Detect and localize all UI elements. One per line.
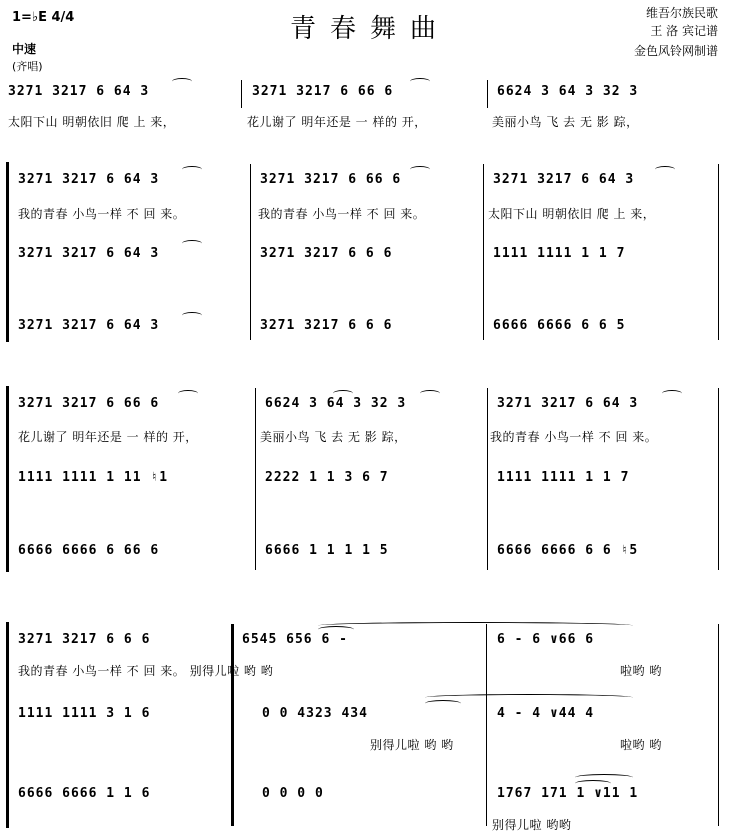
notes-s3-v2-m3: 1111 1111 1 1 7 — [497, 470, 630, 485]
notes-s1-m2: 3271 3217 6 66 6 — [252, 84, 394, 99]
slur — [410, 78, 430, 85]
notes-s1-m3: 6624 3 64 3 32 3 — [497, 84, 639, 99]
lyric-s1-m1: 太阳下山 明朝依旧 爬 上 来， — [8, 115, 176, 129]
notes-s4-v3-m1: 6666 6666 1 1 6 — [18, 786, 151, 801]
notes-s2-v3-m1: 3271 3217 6 64 3 — [18, 318, 160, 333]
slur — [662, 390, 682, 397]
lyric-s2-m3: 太阳下山 明朝依旧 爬 上 来， — [488, 207, 656, 221]
slur — [182, 166, 202, 173]
tempo-marking: 中速 — [12, 42, 37, 56]
slur — [178, 390, 198, 397]
part-marking: (齐唱) — [12, 60, 43, 73]
barline — [487, 388, 488, 570]
lyric-s1-m2: 花儿谢了 明年还是 一 样的 开， — [247, 115, 427, 129]
notes-s4-v1-m3: 6 - 6 ∨66 6 — [497, 632, 595, 647]
barline — [718, 388, 719, 570]
lyric-s1-m3: 美丽小鸟 飞 去 无 影 踪， — [492, 115, 639, 129]
barline — [250, 164, 251, 340]
notes-s2-v2-m1: 3271 3217 6 64 3 — [18, 246, 160, 261]
notes-s3-v1-m3: 3271 3217 6 64 3 — [497, 396, 639, 411]
slur — [410, 166, 430, 173]
credit-transcriber: 王 洛 宾记谱 — [650, 24, 718, 38]
credit-origin: 维吾尔族民歌 — [645, 6, 718, 20]
slur — [655, 166, 675, 173]
lyric-s4-v2-m3: 啦哟 哟 — [620, 738, 662, 752]
notes-s3-v1-m2: 6624 3 64 3 32 3 — [265, 396, 407, 411]
tie — [318, 622, 633, 629]
notes-s2-v2-m2: 3271 3217 6 6 6 — [260, 246, 393, 261]
notes-s2-v1-m1: 3271 3217 6 64 3 — [18, 172, 160, 187]
notes-s2-v1-m3: 3271 3217 6 64 3 — [493, 172, 635, 187]
barline — [241, 80, 242, 108]
lyric-s4-v3-m3: 别得儿啦 哟哟 — [492, 818, 572, 832]
barline — [486, 624, 487, 826]
key-signature: 1=♭E 4/4 — [12, 10, 75, 25]
slur — [333, 390, 353, 397]
notes-s4-v3-m2: 0 0 0 0 — [262, 786, 324, 801]
notes-s2-v2-m3: 1111 1111 1 1 7 — [493, 246, 626, 261]
lyric-s4-v1-m3: 啦哟 哟 — [620, 664, 662, 678]
notes-s3-v3-m3: 6666 6666 6 6 ♮5 — [497, 543, 639, 558]
notes-s4-v1-m1: 3271 3217 6 6 6 — [18, 632, 151, 647]
slur — [182, 312, 202, 319]
notes-s3-v3-m2: 6666 1 1 1 1 5 — [265, 543, 389, 558]
notes-s3-v1-m1: 3271 3217 6 66 6 — [18, 396, 160, 411]
slur — [420, 390, 440, 397]
notes-s4-v3-m3: 1767 171 1 ∨11 1 — [497, 786, 639, 801]
lyric-s3-m2: 美丽小鸟 飞 去 无 影 踪， — [260, 430, 407, 444]
lyric-s4-v1-m1: 我的青春 小鸟一样 不 回 来。 别得儿啦 哟 哟 — [18, 664, 274, 678]
tie — [425, 694, 633, 701]
notes-s3-v2-m1: 1111 1111 1 11 ♮1 — [18, 470, 169, 485]
barline — [718, 164, 719, 340]
slur — [318, 626, 354, 633]
notes-s4-v2-m1: 1111 1111 3 1 6 — [18, 706, 151, 721]
slur — [425, 700, 461, 707]
lyric-s2-m1: 我的青春 小鸟一样 不 回 来。 — [18, 207, 186, 221]
barline — [483, 164, 484, 340]
notes-s2-v3-m2: 3271 3217 6 6 6 — [260, 318, 393, 333]
lyric-s3-m1: 花儿谢了 明年还是 一 样的 开， — [18, 430, 198, 444]
slur — [182, 240, 202, 247]
notes-s2-v1-m2: 3271 3217 6 66 6 — [260, 172, 402, 187]
lyric-s4-v2-m2: 别得儿啦 哟 哟 — [370, 738, 454, 752]
slur — [172, 78, 192, 85]
notes-s1-m1: 3271 3217 6 64 3 — [8, 84, 150, 99]
notes-s3-v3-m1: 6666 6666 6 66 6 — [18, 543, 160, 558]
credit-producer: 金色风铃网制谱 — [633, 44, 718, 58]
notes-s3-v2-m2: 2222 1 1 3 6 7 — [265, 470, 389, 485]
notes-s4-v2-m2: 0 0 4323 434 — [262, 706, 368, 721]
system-bracket — [6, 386, 13, 572]
barline — [718, 624, 719, 826]
notes-s2-v3-m3: 6666 6666 6 6 5 — [493, 318, 626, 333]
notes-s4-v1-m2: 6545 656 6 - — [242, 632, 348, 647]
notes-s4-v2-m3: 4 - 4 ∨44 4 — [497, 706, 595, 721]
barline — [231, 624, 234, 826]
system-bracket — [6, 622, 13, 828]
barline — [487, 80, 488, 108]
lyric-s2-m2: 我的青春 小鸟一样 不 回 来。 — [258, 207, 426, 221]
lyric-s3-m3: 我的青春 小鸟一样 不 回 来。 — [490, 430, 658, 444]
song-title: 青春舞曲 — [289, 14, 450, 44]
system-bracket — [6, 162, 13, 342]
barline — [255, 388, 256, 570]
slur — [575, 780, 611, 787]
